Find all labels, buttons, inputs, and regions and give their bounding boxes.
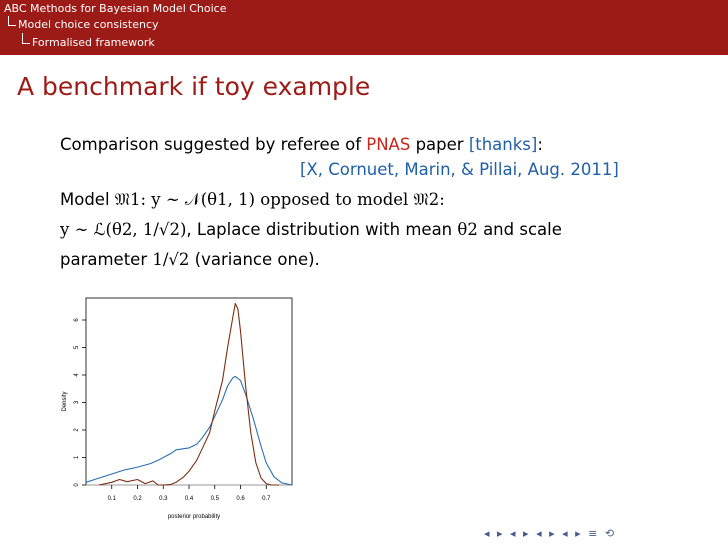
x-tick-label: 0.3	[159, 496, 168, 502]
density-curve-brown	[99, 304, 279, 486]
beamer-navigation[interactable]: ◂ ▸ ◂ ▸ ◂ ▸ ◂ ▸ ≡ ⟲	[484, 527, 617, 540]
model-1-formula: 1: y ∼ 𝒩(θ1, 1) opposed to model	[129, 190, 414, 209]
density-curve-blue	[86, 376, 292, 485]
model-symbol: 𝔐	[413, 190, 429, 209]
x-tick-label: 0.4	[184, 496, 194, 502]
x-axis-label: posterior probability	[167, 514, 221, 520]
thanks-link[interactable]: [thanks]	[468, 135, 538, 154]
y-tick-label: 3	[74, 400, 80, 405]
y-tick-label: 0	[74, 483, 80, 487]
x-tick-label: 0.7	[262, 496, 271, 502]
y-tick-label: 2	[74, 428, 80, 432]
x-tick-label: 0.5	[210, 496, 219, 502]
text-segment: , Laplace distribution with mean	[186, 220, 458, 239]
y-tick-label: 5	[74, 345, 80, 350]
breadcrumb-subsubsection[interactable]: Formalised framework	[32, 36, 155, 49]
y-tick-label: 4	[74, 373, 80, 377]
text-segment: paper	[410, 135, 469, 154]
y-tick-label: 6	[74, 318, 80, 322]
model-2-label: 2:	[428, 190, 445, 209]
text-segment: :	[537, 135, 543, 154]
text-segment: (variance one).	[189, 250, 320, 269]
y-axis-label: Density	[62, 391, 68, 412]
breadcrumb-subsection[interactable]: Model choice consistency	[18, 18, 159, 31]
text-segment: Comparison suggested by referee of	[60, 135, 367, 154]
model-symbol: 𝔐	[114, 190, 130, 209]
slide-title: A benchmark if toy example	[17, 72, 371, 101]
x-tick-label: 0.2	[133, 496, 142, 502]
pnas-highlight: PNAS	[366, 135, 411, 154]
x-tick-label: 0.6	[236, 496, 245, 502]
citation-reference[interactable]: [X, Cornuet, Marin, & Pillai, Aug. 2011]	[300, 160, 619, 179]
breadcrumb-section[interactable]: ABC Methods for Bayesian Model Choice	[4, 2, 227, 15]
text-segment: parameter	[60, 250, 153, 269]
scale-formula: 1/√2	[152, 250, 190, 269]
plot-frame	[86, 298, 292, 485]
text-segment: and scale	[477, 220, 562, 239]
y-tick-label: 1	[74, 455, 80, 460]
laplace-formula: y ∼ ℒ(θ2, 1/√2)	[60, 220, 187, 239]
x-tick-label: 0.1	[107, 496, 116, 502]
text-segment: Model	[60, 190, 115, 209]
theta-symbol: θ2	[457, 220, 478, 239]
